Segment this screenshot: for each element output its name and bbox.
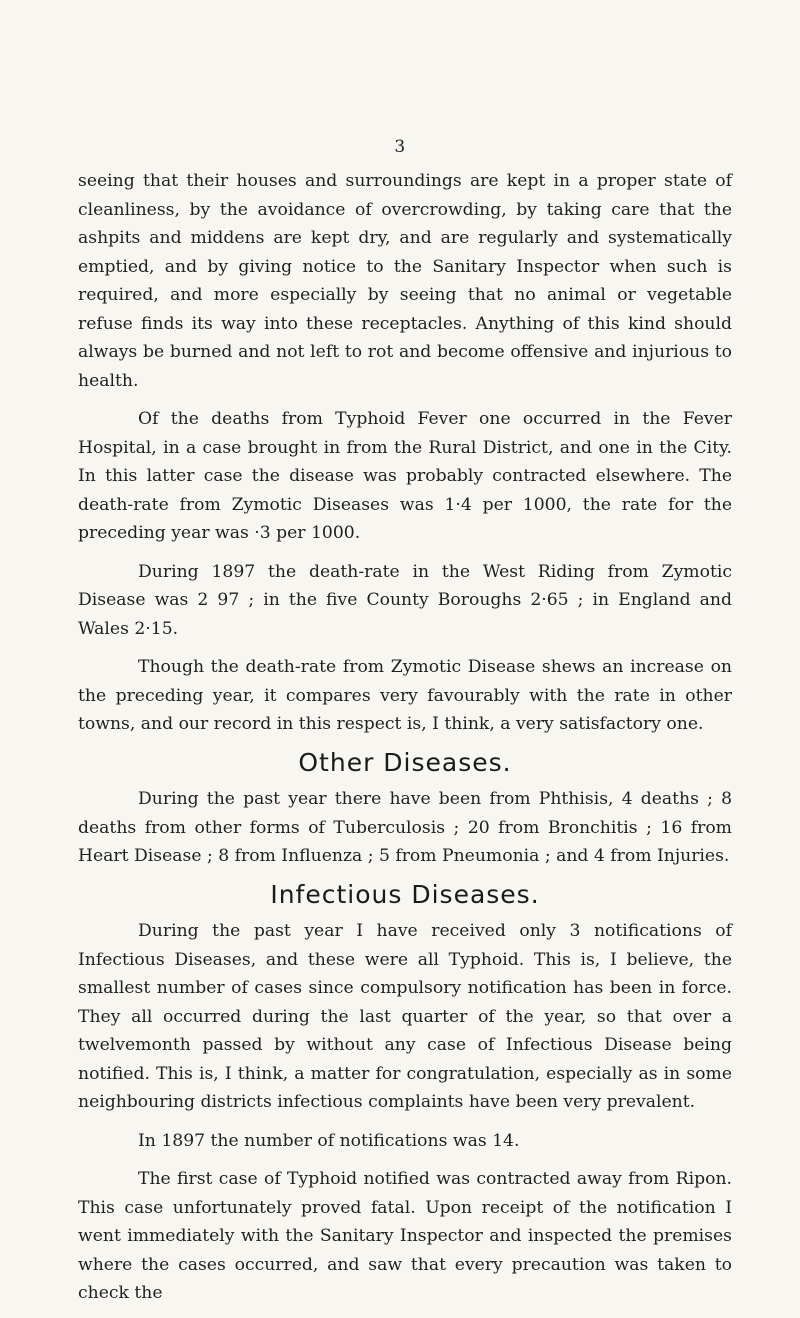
body-text: [78, 167, 732, 1318]
paragraph-cleanliness: seeing that their houses and surroundings are kept in a proper state of cleanliness, by the avoidance of overcrowding, by taking care that the ashpits and middens are kept dry, and are regularly and systematically emptied, and by giving notice to the Sanitary Inspector when such is required, and more especially by seeing that no animal or vegetable refuse finds its way into these receptacles. Anything of this kind should always be burned and not left to rot and become offensive and injurious to health.: [78, 171, 732, 391]
paragraph-zymotic-comparison: Though the death-rate from Zymotic Disease shews an increase on the preceding year, it compares very favourably with the rate in other towns, and our record in this respect is, I think, a very satisfactory one.: [78, 657, 732, 734]
page-number: 3: [394, 137, 406, 157]
paragraph-west-riding-rates: During 1897 the death-rate in the West Riding from Zymotic Disease was 2 97 ; in the five County Boroughs 2·65 ; in England and Wales 2·15.: [78, 561, 732, 639]
heading-infectious-diseases: Infectious Diseases.: [270, 879, 540, 909]
paragraph-other-diseases: During the past year there have been from Phthisis, 4 deaths ; 8 deaths from other forms of Tuberculosis ; 20 from Bronchitis ; 16 from Heart Disease ; 8 from Influenza ; 5 from Pneumonia ; and 4 from Injuries.: [78, 789, 732, 866]
heading-other-diseases: Other Diseases.: [298, 747, 512, 777]
paragraph-1897-notifications: In 1897 the number of notifications was 14.: [138, 1130, 520, 1151]
paragraph-first-typhoid-case: The first case of Typhoid notified was contracted away from Ripon. This case unfortunately proved fatal. Upon receipt of the notification I went immediately with the Sanitary Inspector and inspected the premises where the cases occurred, and saw that every precaution was taken to check the: [78, 1169, 732, 1303]
paragraph-typhoid-deaths: Of the deaths from Typhoid Fever one occurred in the Fever Hospital, in a case brought in from the Rural District, and one in the City. In this latter case the disease was probably contracted elsewhere. The death-rate from Zymotic Diseases was 1·4 per 1000, the rate for the preceding year was ·3 per 1000.: [78, 409, 732, 543]
paragraph-notifications: During the past year I have received only 3 notifications of Infectious Diseases, and these were all Typhoid. This is, I believe, the smallest number of cases since compulsory notification has been in force. They all occurred during the last quarter of the year, so that over a twelvemonth passed by without any case of Infectious Disease being notified. This is, I think, a matter for congratulation, especially as in some neighbouring districts infectious complaints have been very prevalent.: [78, 921, 732, 1112]
